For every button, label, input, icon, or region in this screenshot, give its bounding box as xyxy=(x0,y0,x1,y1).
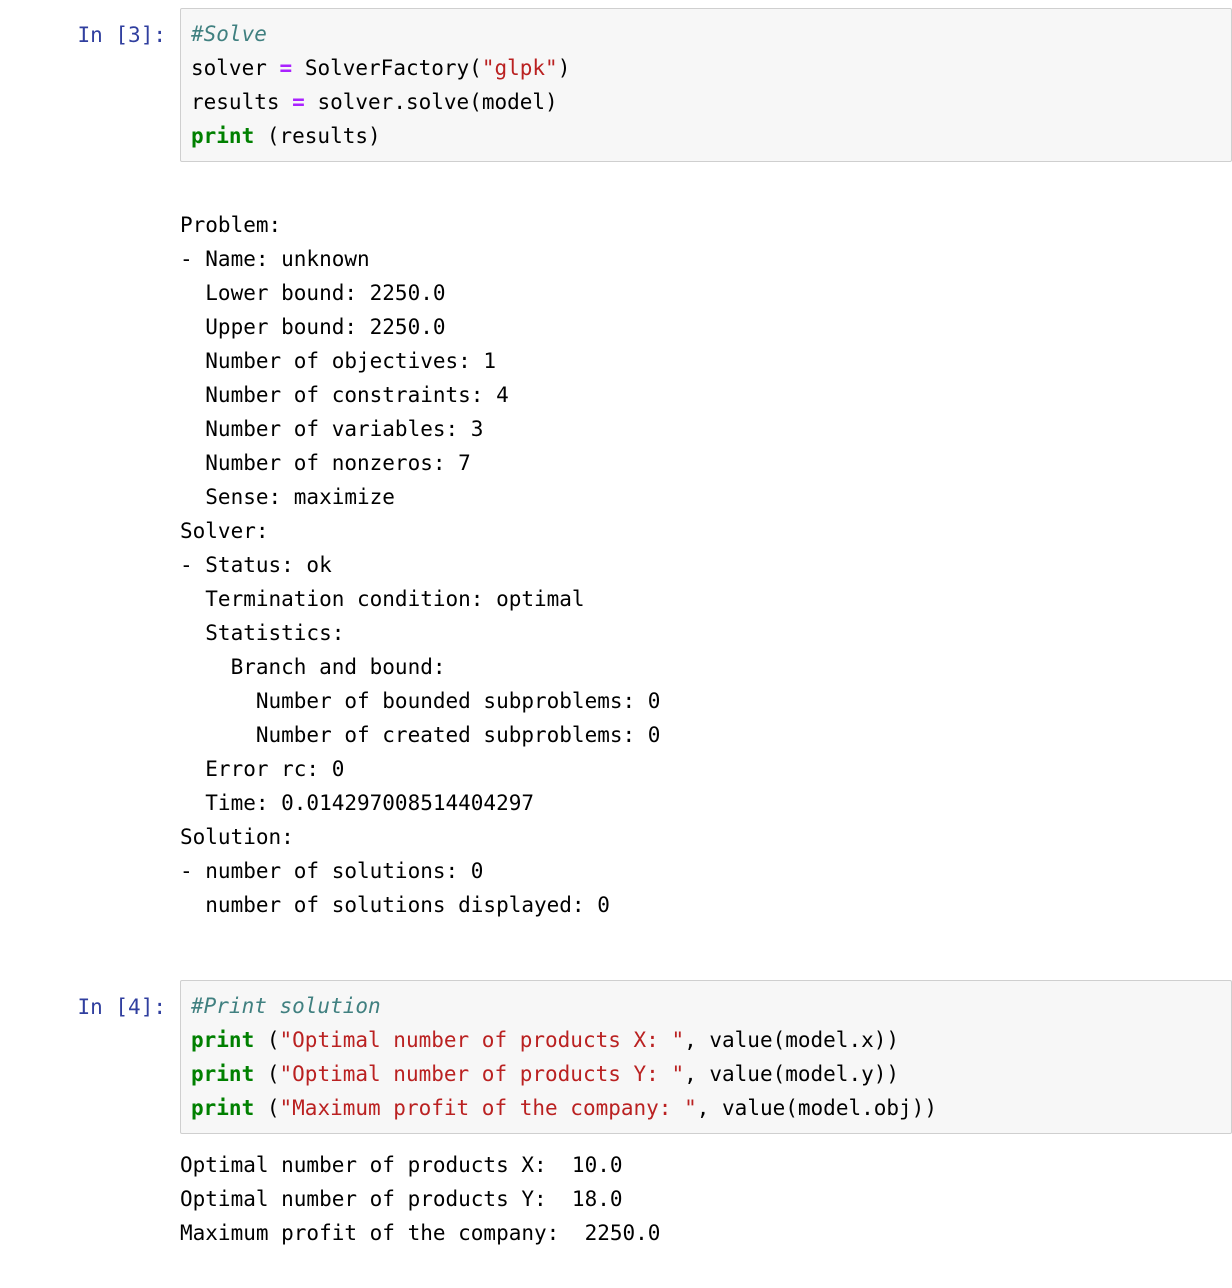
output-line: Number of nonzeros: 7 xyxy=(180,451,471,475)
code-token-plain: ) xyxy=(557,56,571,80)
code-token-plain: , value(model.y)) xyxy=(684,1062,900,1086)
code-line xyxy=(191,1057,1231,1091)
code-token-keyword: print xyxy=(191,124,255,148)
code-line xyxy=(191,119,1231,153)
output-stream xyxy=(180,1148,1232,1250)
code-line xyxy=(191,989,1231,1023)
output-stream xyxy=(180,208,1232,922)
code-line xyxy=(191,51,1231,85)
output-line: - Name: unknown xyxy=(180,247,370,271)
output-line: Statistics: xyxy=(180,621,345,645)
code-token-plain: , value(model.x)) xyxy=(684,1028,900,1052)
output-prompt-spacer xyxy=(0,1148,180,1158)
code-token-plain: ( xyxy=(254,1096,280,1120)
code-token-comment: #Print solution xyxy=(191,994,381,1018)
output-line: Error rc: 0 xyxy=(180,757,345,781)
code-token-plain: solver xyxy=(191,56,280,80)
code-token-string: "glpk" xyxy=(481,56,558,80)
code-line xyxy=(191,85,1231,119)
code-token-keyword: print xyxy=(191,1096,255,1120)
code-token-operator: = xyxy=(279,56,293,80)
code-token-plain: results xyxy=(191,90,293,114)
input-prompt-label: In [4]: xyxy=(77,995,166,1019)
output-line: Number of constraints: 4 xyxy=(180,383,509,407)
output-line: Optimal number of products X: 10.0 xyxy=(180,1153,623,1177)
cell-spacer xyxy=(0,1134,1232,1148)
code-token-plain: ( xyxy=(254,1028,280,1052)
code-line xyxy=(191,1091,1231,1125)
code-token-keyword: print xyxy=(191,1028,255,1052)
output-line: - number of solutions: 0 xyxy=(180,859,484,883)
output-line: Lower bound: 2250.0 xyxy=(180,281,446,305)
output-line: Solution: xyxy=(180,825,294,849)
code-token-string: "Optimal number of products X: " xyxy=(279,1028,685,1052)
code-token-plain: SolverFactory( xyxy=(292,56,482,80)
output-line: Time: 0.014297008514404297 xyxy=(180,791,535,815)
code-token-plain: , value(model.obj)) xyxy=(696,1096,937,1120)
output-cell xyxy=(0,208,1232,922)
output-cell xyxy=(0,1148,1232,1250)
output-line: Number of objectives: 1 xyxy=(180,349,497,373)
output-line: Problem: xyxy=(180,213,282,237)
output-line: - Status: ok xyxy=(180,553,332,577)
code-token-keyword: print xyxy=(191,1062,255,1086)
output-line: Branch and bound: xyxy=(180,655,446,679)
code-token-plain: solver.solve(model) xyxy=(304,90,558,114)
code-line xyxy=(191,17,1231,51)
output-prompt-spacer xyxy=(0,208,180,218)
code-cell[interactable] xyxy=(0,980,1232,1134)
output-line: Sense: maximize xyxy=(180,485,395,509)
code-token-plain: ( xyxy=(254,1062,280,1086)
output-line: Number of bounded subproblems: 0 xyxy=(180,689,661,713)
output-line: Optimal number of products Y: 18.0 xyxy=(180,1187,623,1211)
input-prompt-label: In [3]: xyxy=(77,23,166,47)
output-line: Solver: xyxy=(180,519,269,543)
code-line xyxy=(191,1023,1231,1057)
code-token-operator: = xyxy=(292,90,305,114)
code-token-plain: (results) xyxy=(254,124,381,148)
code-token-string: "Optimal number of products Y: " xyxy=(279,1062,685,1086)
code-cell[interactable] xyxy=(0,8,1232,162)
output-line: Number of variables: 3 xyxy=(180,417,484,441)
cell-spacer xyxy=(0,922,1232,980)
code-editor[interactable] xyxy=(180,8,1232,162)
output-line: Number of created subproblems: 0 xyxy=(180,723,661,747)
output-line: number of solutions displayed: 0 xyxy=(180,893,610,917)
code-editor[interactable] xyxy=(180,980,1232,1134)
output-line: Upper bound: 2250.0 xyxy=(180,315,446,339)
output-line: Termination condition: optimal xyxy=(180,587,585,611)
code-token-comment: #Solve xyxy=(191,22,267,46)
cell-spacer xyxy=(0,162,1232,208)
code-token-string: "Maximum profit of the company: " xyxy=(279,1096,697,1120)
output-line: Maximum profit of the company: 2250.0 xyxy=(180,1221,661,1245)
